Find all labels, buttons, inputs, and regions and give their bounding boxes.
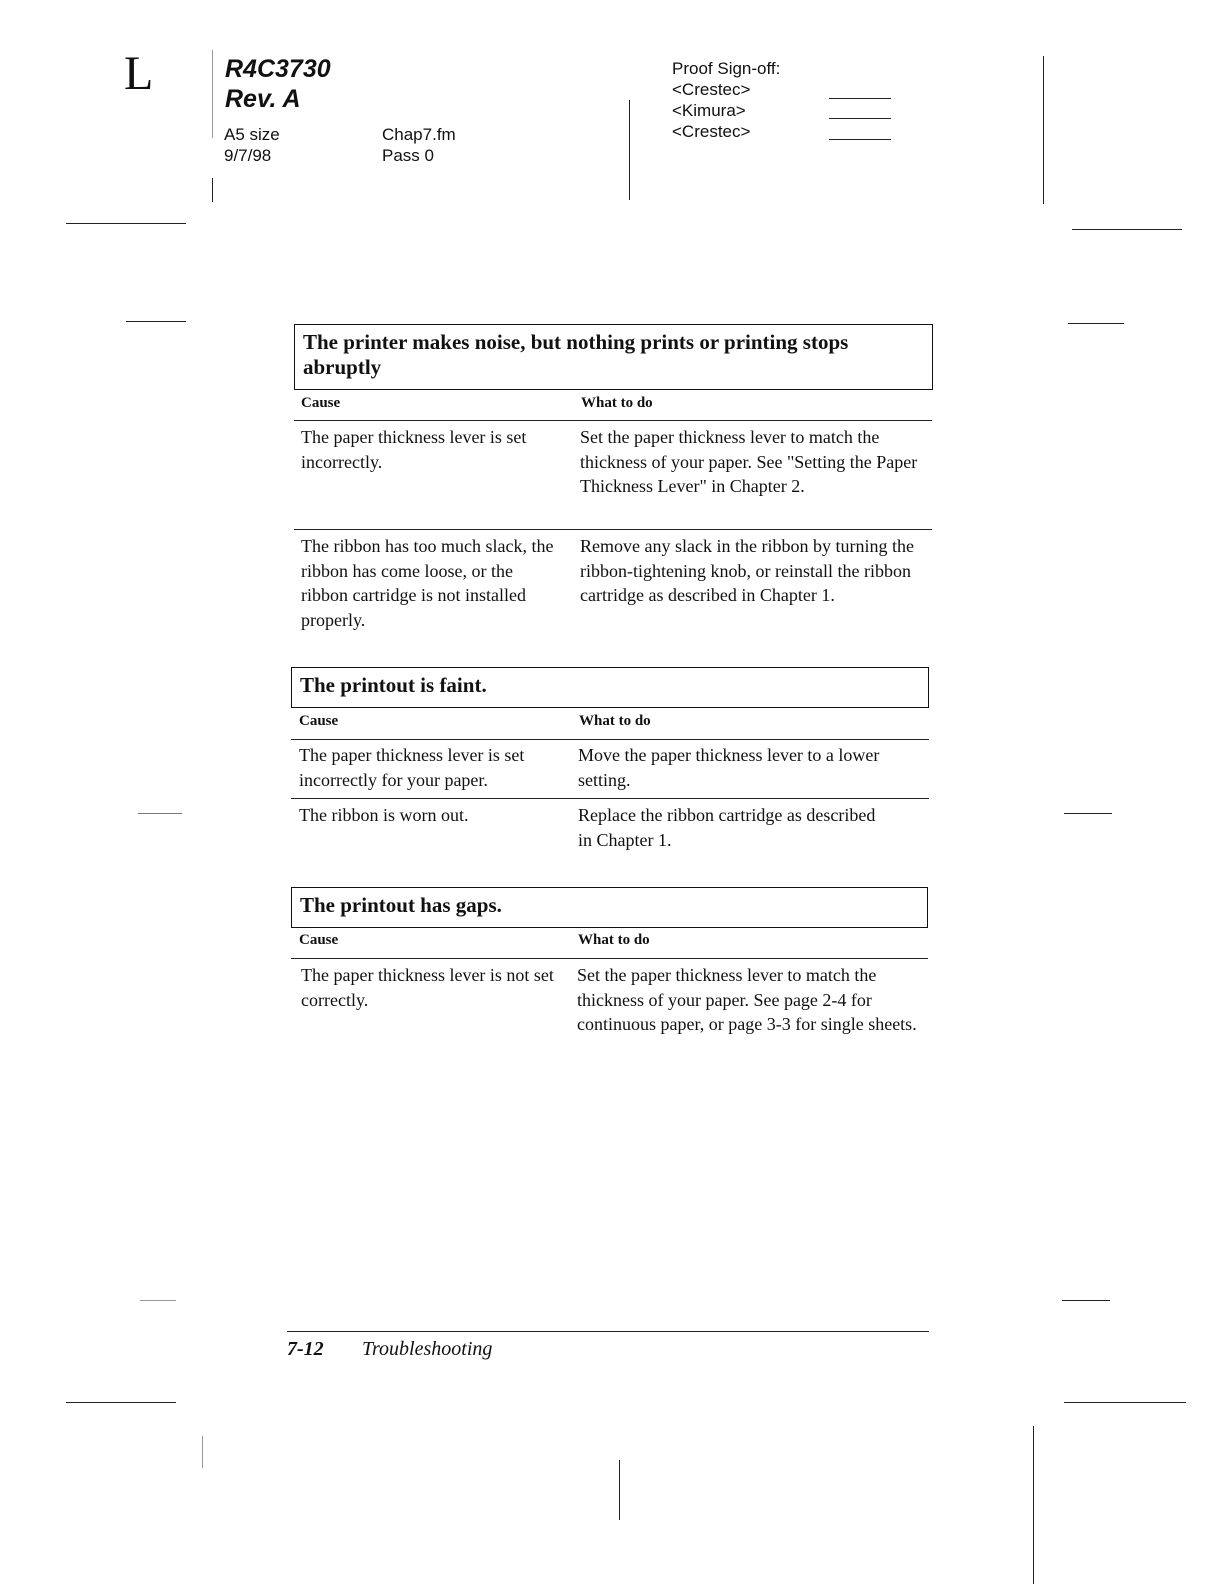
- header-rule: [294, 420, 932, 421]
- pass-label: Pass 0: [382, 146, 434, 165]
- column-header-cause: Cause: [299, 713, 339, 729]
- what-to-do-cell: Move the paper thickness lever to a lower setting.: [578, 745, 880, 790]
- row-divider: [291, 798, 929, 799]
- table-title: The printout has gaps.: [291, 887, 928, 928]
- crop-mark: [140, 1300, 176, 1301]
- what-to-do-cell: Remove any slack in the ribbon by turning the ribbon-tightening knob, or reinstall the ribbon cartridge as described in Chapter 1.: [580, 536, 914, 605]
- proof-label: Proof Sign-off:: [672, 59, 781, 78]
- cause-cell: The ribbon is worn out.: [299, 805, 469, 825]
- header-rule: [291, 958, 928, 959]
- crop-mark: [66, 223, 186, 224]
- crop-mark: [212, 178, 213, 202]
- crop-mark: [202, 1436, 203, 1468]
- proof-name: <Crestec>: [672, 80, 751, 99]
- side-letter: L: [124, 47, 154, 100]
- section-title: Troubleshooting: [362, 1338, 493, 1360]
- cause-cell: The paper thickness lever is set incorrectly.: [301, 427, 527, 472]
- file-name: Chap7.fm: [382, 125, 456, 144]
- proof-name: <Crestec>: [672, 122, 751, 141]
- proof-signoff: [672, 58, 780, 142]
- crop-mark: [1068, 323, 1124, 324]
- signature-line: [829, 118, 891, 119]
- proof-name: <Kimura>: [672, 101, 746, 120]
- what-to-do-cell: Replace the ribbon cartridge as described in Chapter 1.: [578, 805, 876, 850]
- cause-cell: The paper thickness lever is set incorrectly for your paper.: [299, 745, 525, 790]
- crop-mark: [1064, 813, 1112, 814]
- cause-cell: The paper thickness lever is not set correctly.: [301, 965, 554, 1010]
- header-rule: [291, 739, 929, 740]
- table-title: The printout is faint.: [291, 667, 929, 708]
- table-title: The printer makes noise, but nothing prints or printing stops abruptly: [294, 324, 933, 390]
- what-to-do-cell: Set the paper thickness lever to match the thickness of your paper. See page 2-4 for continuous paper, or page 3-3 for single sheets.: [577, 965, 917, 1034]
- crop-mark: [1033, 1426, 1034, 1584]
- crop-mark: [1072, 229, 1182, 230]
- column-header-cause: Cause: [301, 395, 341, 411]
- crop-mark: [1043, 56, 1044, 204]
- crop-mark: [66, 1402, 176, 1403]
- what-to-do-cell: Set the paper thickness lever to match the thickness of your paper. See "Setting the Paper Thickness Lever" in Chapter 2.: [580, 427, 918, 496]
- column-header-what-to-do: What to do: [581, 395, 653, 411]
- doc-date: 9/7/98: [224, 146, 272, 165]
- cause-cell: The ribbon has too much slack, the ribbon has come loose, or the ribbon cartridge is not installed properly.: [301, 536, 554, 630]
- column-header-cause: Cause: [299, 932, 339, 948]
- row-divider: [294, 529, 932, 530]
- crop-mark: [629, 100, 630, 200]
- column-header-what-to-do: What to do: [578, 932, 650, 948]
- signature-line: [829, 139, 891, 140]
- signature-line: [829, 98, 891, 99]
- doc-revision: Rev. A: [225, 85, 301, 113]
- crop-mark: [1064, 1402, 1186, 1403]
- footer-rule: [287, 1331, 929, 1332]
- crop-mark: [212, 50, 213, 138]
- page-number: 7-12: [287, 1338, 324, 1360]
- meta-right: [382, 124, 456, 166]
- column-header-what-to-do: What to do: [579, 713, 651, 729]
- crop-mark: [1062, 1300, 1110, 1301]
- crop-mark: [138, 813, 182, 814]
- meta-left: [224, 124, 280, 166]
- doc-code: R4C3730: [225, 55, 331, 83]
- crop-mark: [619, 1460, 620, 1520]
- paper-size: A5 size: [224, 125, 280, 144]
- crop-mark: [126, 321, 186, 322]
- doc-code-block: [225, 54, 331, 114]
